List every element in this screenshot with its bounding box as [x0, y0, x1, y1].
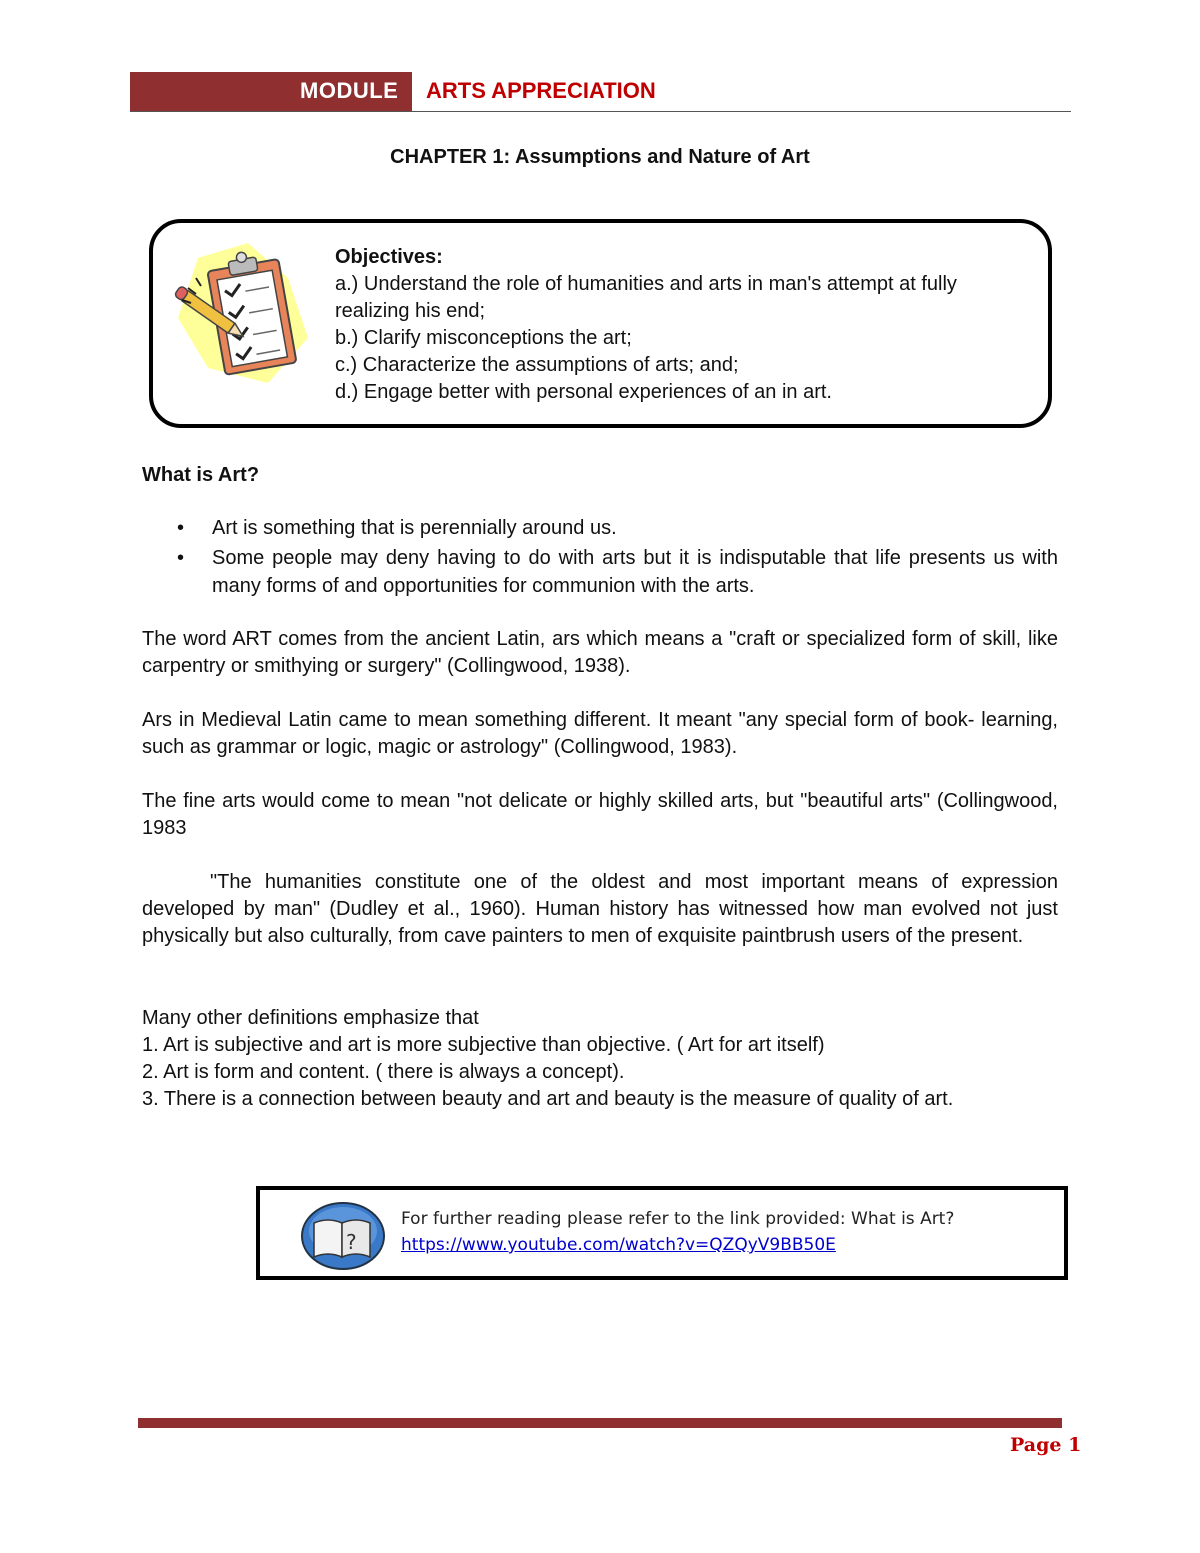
section-heading: What is Art? — [142, 464, 260, 486]
definition-item: 3. There is a connection between beauty and art and beauty is the measure of quality of art. — [142, 1088, 954, 1110]
definitions-block — [142, 1005, 1058, 1113]
module-title: ARTS APPRECIATION — [426, 78, 656, 103]
paragraph-ars-medieval: Ars in Medieval Latin came to mean something different. It meant "any special form of book- learning, such as grammar or logic, magic or astrology" (Collingwood, 1983). — [142, 709, 1058, 758]
svg-text:?: ? — [346, 1230, 357, 1254]
objectives-heading: Objectives: — [335, 246, 443, 268]
book-question-icon — [300, 1201, 386, 1276]
further-reading-link[interactable]: https://www.youtube.com/watch?v=QZQyV9BB50E — [401, 1235, 836, 1255]
module-label: MODULE — [300, 78, 399, 103]
objective-item: a.) Understand the role of humanities and arts in man's attempt at fully realizing his end; — [335, 273, 957, 322]
definitions-intro: Many other definitions emphasize that — [142, 1007, 479, 1029]
objective-item: d.) Engage better with personal experiences of an in art. — [335, 381, 832, 403]
bullet-icon: • — [177, 547, 185, 569]
objective-item: c.) Characterize the assumptions of arts; and; — [335, 354, 739, 376]
paragraph-humanities: "The humanities constitute one of the oldest and most important means of expression developed by man" (Dudley et al., 1960). Human history has witnessed how man evolved not just physically but also culturally, from cave painters to men of exquisite paintbrush users of the present. — [142, 871, 1058, 947]
definition-item: 1. Art is subjective and art is more subjective than objective. ( Art for art itself) — [142, 1034, 825, 1056]
list-item: • Some people may deny having to do with arts but it is indisputable that life presents us with many forms of and opportunities for communion with the arts. — [142, 544, 1058, 600]
page-number: Page 1 — [1010, 1434, 1082, 1456]
further-reading-text — [401, 1206, 954, 1258]
header-divider — [130, 111, 1071, 112]
paragraph-word-art: The word ART comes from the ancient Latin, ars which means a "craft or specialized form of skill, like carpentry or smithying or surgery" (Collingwood, 1938). — [142, 628, 1058, 677]
clipboard-checklist-icon — [168, 238, 313, 393]
bullet-list — [142, 514, 1058, 602]
chapter-title: CHAPTER 1: Assumptions and Nature of Art — [390, 146, 810, 168]
bullet-icon: • — [177, 517, 185, 539]
paragraph-fine-arts: The fine arts would come to mean "not delicate or highly skilled arts, but "beautiful arts" (Collingwood, 1983 — [142, 790, 1058, 839]
objective-item: b.) Clarify misconceptions the art; — [335, 327, 632, 349]
objectives-text — [335, 244, 1035, 406]
list-item: • Art is something that is perennially around us. — [142, 514, 1058, 542]
footer-bar — [138, 1418, 1062, 1428]
definition-item: 2. Art is form and content. ( there is always a concept). — [142, 1061, 625, 1083]
further-reading-label: For further reading please refer to the link provided: What is Art? — [401, 1209, 955, 1229]
